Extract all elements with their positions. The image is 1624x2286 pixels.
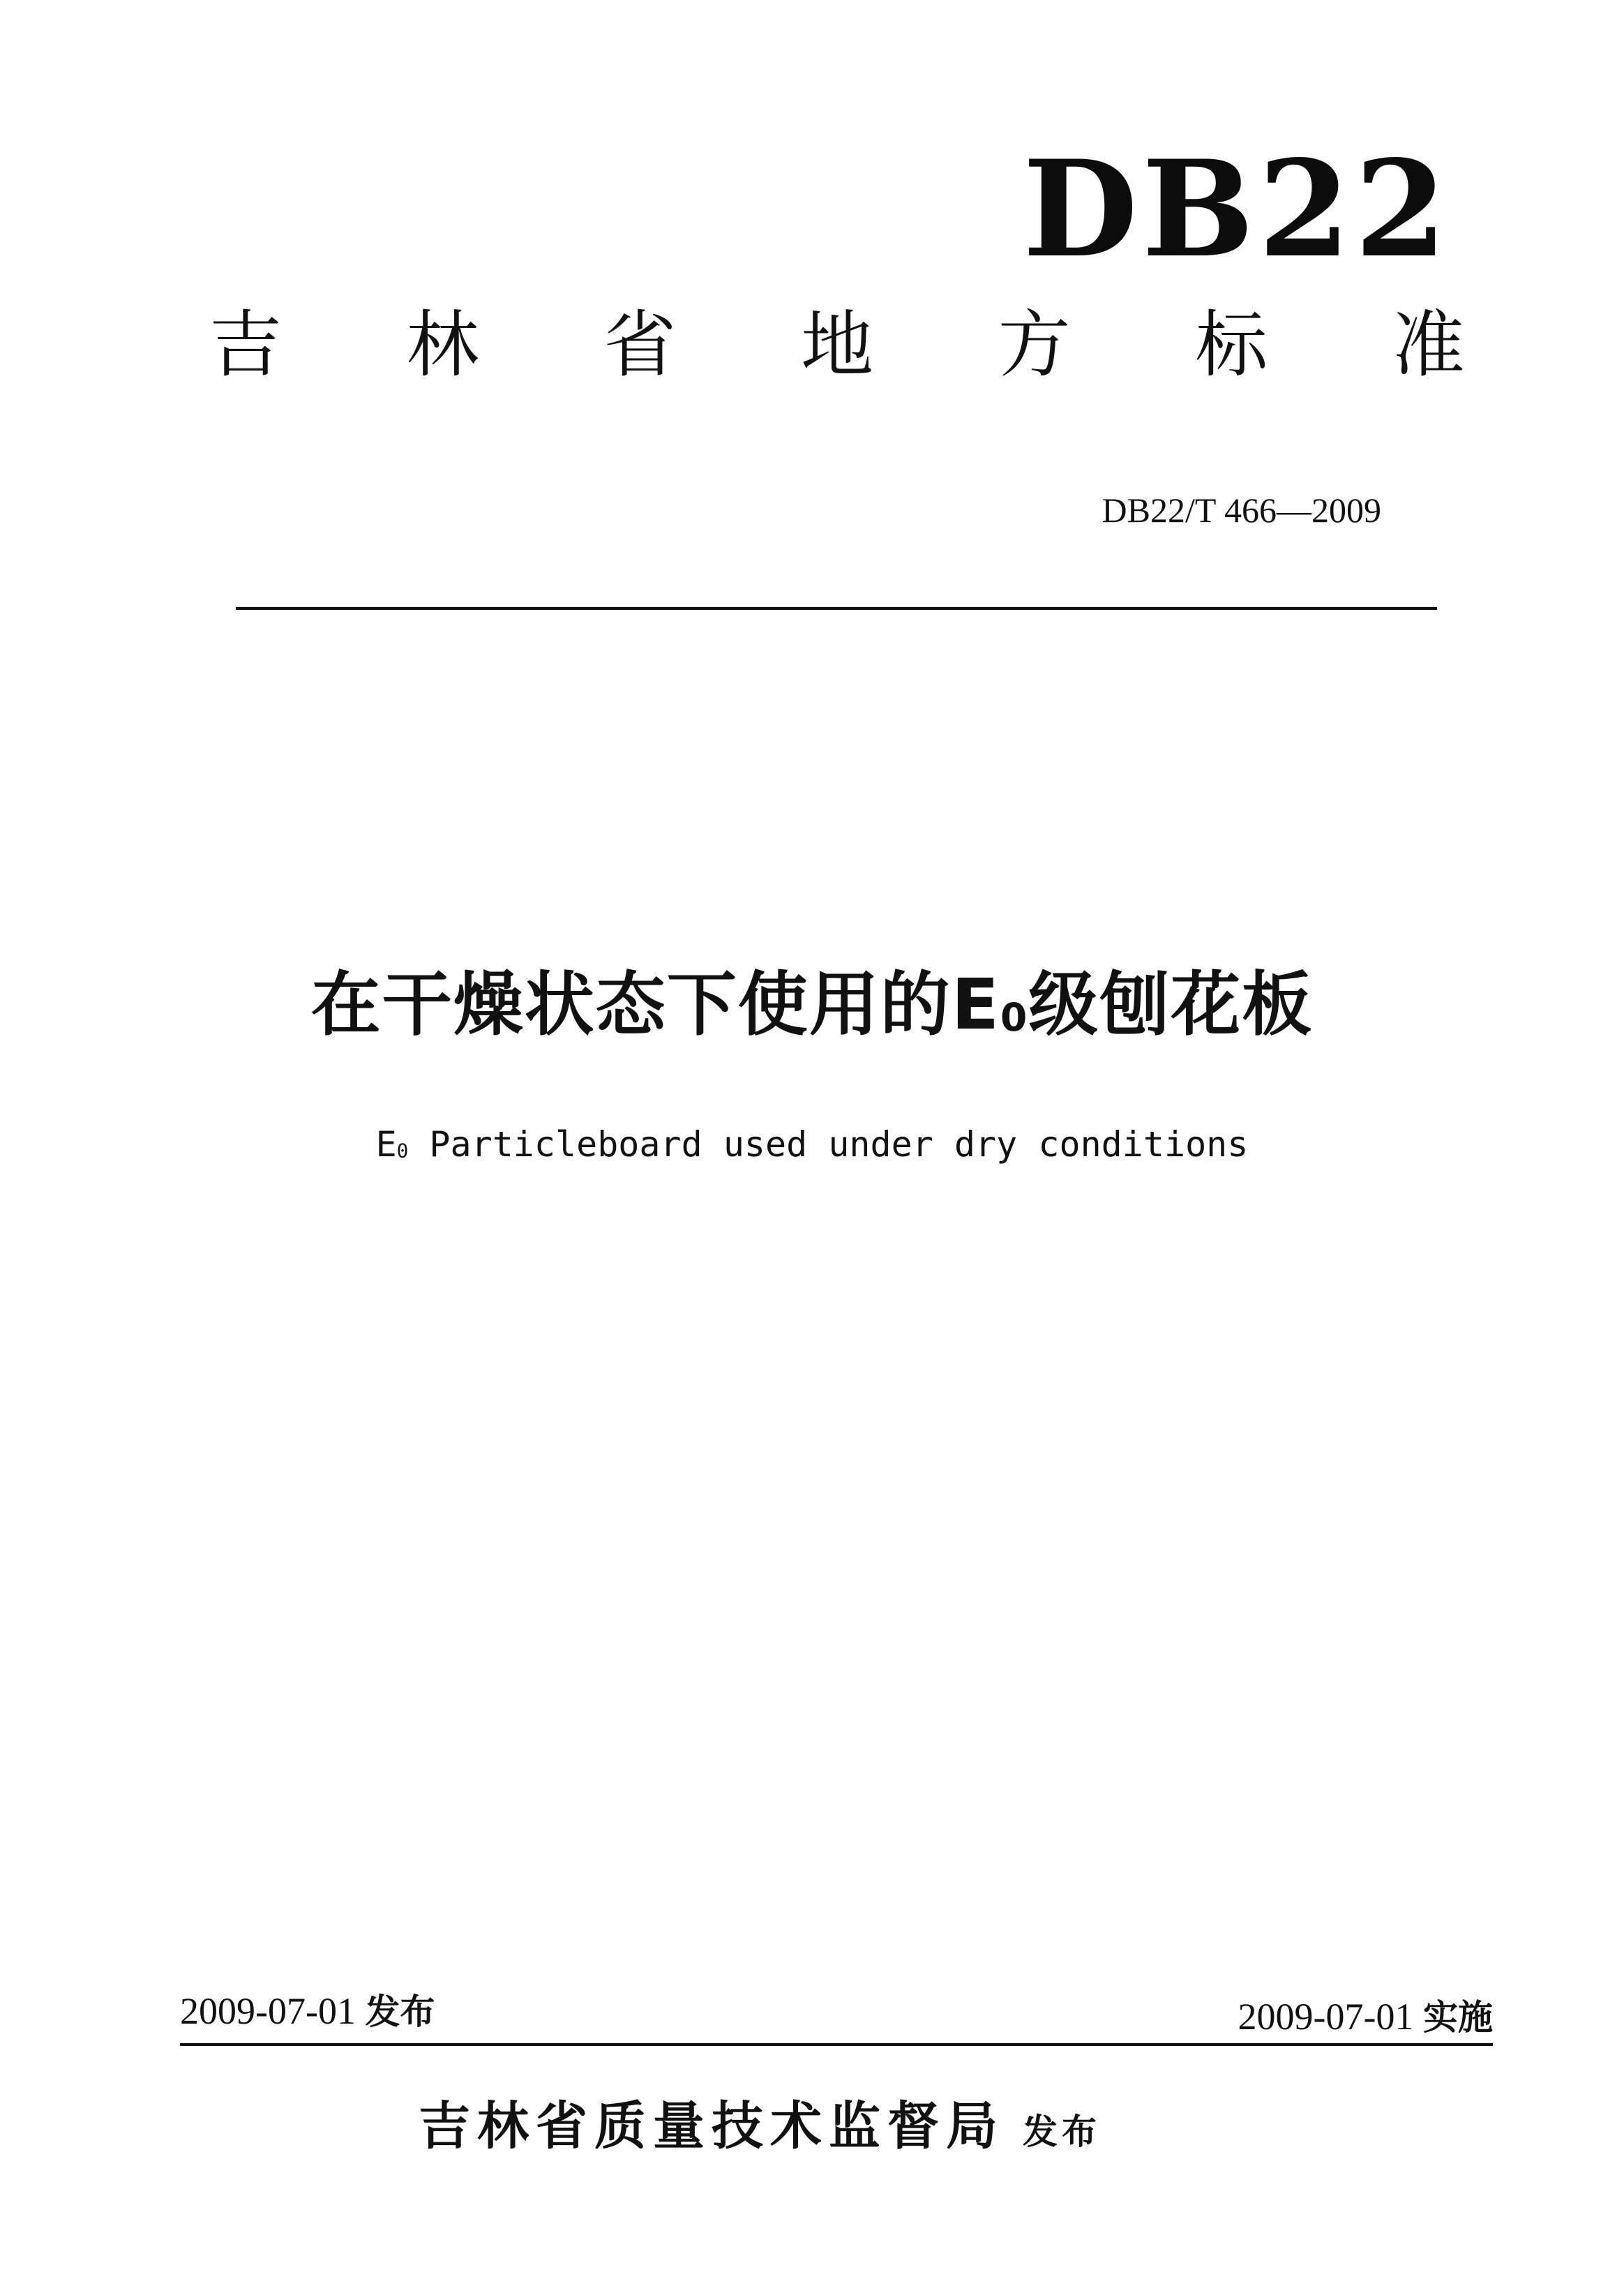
standard-type-char: 地 — [800, 302, 873, 387]
title-en-after: Particleboard used under dry conditions — [408, 1124, 1249, 1165]
standard-type-char: 吉 — [209, 302, 283, 387]
standard-type-char: 林 — [406, 302, 479, 387]
title-cn-after: 级刨花板 — [1028, 964, 1314, 1045]
publisher-suffix: 发布 — [1023, 2112, 1101, 2152]
title-cn-subscript: 0 — [1000, 994, 1029, 1040]
issued-date-value: 2009-07-01 — [180, 1990, 356, 2032]
standard-type-char: 准 — [1392, 302, 1465, 387]
issued-label: 发布 — [365, 1992, 435, 2032]
title-en-e: E — [375, 1124, 397, 1165]
publisher-name: 吉林省质量技术监督局 — [419, 2096, 1005, 2156]
standard-type-heading — [209, 302, 1465, 387]
standard-number: DB22/T 466—2009 — [1102, 491, 1381, 530]
standard-type-char: 省 — [603, 302, 677, 387]
implemented-date-value: 2009-07-01 — [1238, 1996, 1414, 2038]
footer-divider — [180, 2043, 1493, 2046]
standard-type-char: 标 — [1195, 302, 1268, 387]
document-title-english — [140, 1124, 1484, 1165]
standard-type-char: 方 — [998, 302, 1071, 387]
header-divider — [236, 607, 1437, 610]
document-title-chinese — [140, 966, 1484, 1043]
publisher-line — [419, 2096, 1325, 2156]
implemented-date — [1046, 1996, 1493, 2038]
standard-code-logo: DB22 — [1023, 131, 1451, 287]
issued-date — [180, 1992, 435, 2030]
implemented-label: 实施 — [1423, 1997, 1493, 2038]
title-en-subscript: 0 — [396, 1140, 409, 1163]
title-cn-before: 在干燥状态下使用的 — [310, 964, 952, 1045]
title-cn-e: E — [951, 964, 1001, 1045]
